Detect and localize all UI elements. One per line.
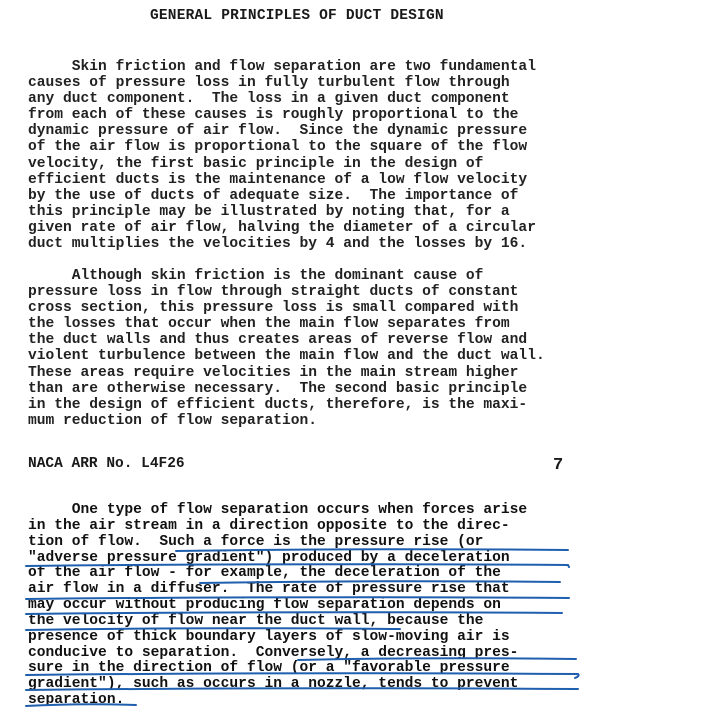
paragraph-pressure-gradient: One type of flow separation occurs when forces arise in the air stream in a direction opposite to the direc- tion of flow. Such a force is the pressure rise (or "adverse pressure gradient") produced by a deceleration of the air flow - for example, the deceleration of the air flow in a diffuser. The rate of pressure rise that may occur without producing flow separation depends on the velocity of flow near the duct wall, because the presence of thick boundary layers of slow-moving air is conducive to separation. Conversely, a decreasing pres- sure in the direction of flow (or a "favorable pressure gradient"), such as occurs in a nozzle, tends to prevent separation. — [28, 502, 528, 709]
page-title: GENERAL PRINCIPLES OF DUCT DESIGN — [150, 8, 444, 24]
report-number: NACA ARR No. L4F26 — [28, 456, 185, 472]
paragraph-flow-separation: Although skin friction is the dominant cause of pressure loss in flow through straight ducts of constant cross section, this pressure loss is small compared with the losses that occur when the main flow separates from the duct walls and thus creates areas of reverse flow and violent turbulence between the main flow and the duct wall. These areas require velocities in the main stream higher than are otherwise necessary. The second basic principle in the design of efficient ducts, therefore, is the maxi- mum reduction of flow separation. — [28, 268, 545, 429]
paragraph-skin-friction: Skin friction and flow separation are two fundamental causes of pressure loss in fully turbulent flow through any duct component. The loss in a given duct component from each of these causes is roughly proportional to the dynamic pressure of air flow. Since the dynamic pressure of the air flow is proportional to the square of the flow velocity, the first basic principle in the design of efficient ducts is the maintenance of a low flow velocity by the use of ducts of adequate size. The importance of this principle may be illustrated by noting that, for a given rate of air flow, halving the diameter of a circular duct multiplies the velocities by 4 and the losses by 16. — [28, 59, 536, 253]
page-number: 7 — [553, 456, 564, 475]
